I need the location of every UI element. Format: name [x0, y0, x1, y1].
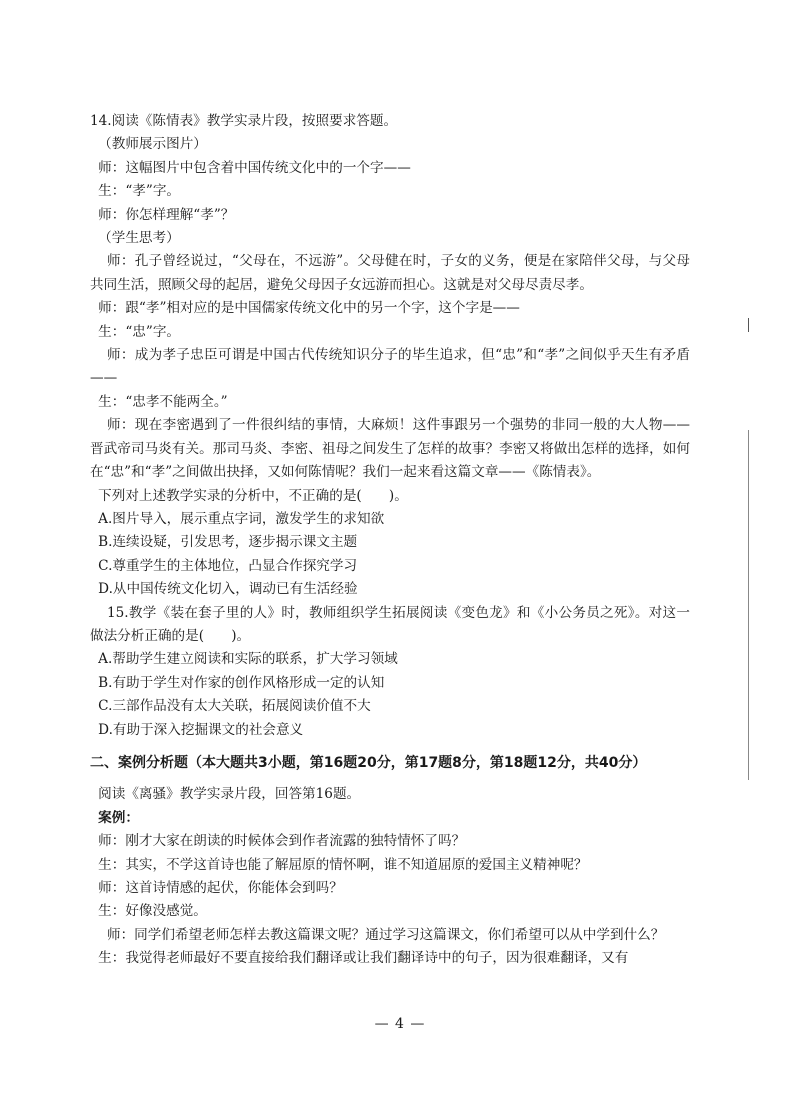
margin-scan-mark [748, 318, 749, 332]
section-intro: 阅读《离骚》教学实录片段，回答第16题。 [98, 786, 361, 803]
case-paragraph: 师：同学们希望老师怎样去教这篇课文呢？通过学习这篇课文，你们希望可以从中学到什么？ [107, 926, 665, 943]
q15-option-c: C.三部作品没有太大关联，拓展阅读价值不大 [98, 698, 371, 715]
q14-line: 生：“忠孝不能两全。” [98, 393, 228, 410]
q15-stem: 15.教学《装在套子里的人》时，教师组织学生拓展阅读《变色龙》和《小公务员之死》。对这一做法分析正确的是( )。 [90, 604, 690, 644]
q14-line: 生：“孝”字。 [98, 183, 181, 200]
case-line: 生：我觉得老师最好不要直接给我们翻译或让我们翻译诗中的句子，因为很难翻译，又有 [98, 950, 629, 967]
q14-paragraph: 师：孔子曾经说过，“父母在，不远游”。父母健在时，子女的义务，便是在家陪伴父母，与父母共同生活，照顾父母的起居，避免父母因子女远游而担心。这就是对父母尽责尽孝。 [90, 253, 690, 293]
q14-option-c: C.尊重学生的主体地位，凸显合作探究学习 [98, 557, 358, 574]
case-line: 师：这首诗情感的起伏，你能体会到吗？ [98, 880, 343, 896]
margin-scan-mark [748, 430, 749, 780]
section-heading: 二、案例分析题（本大题共3小题，第16题20分，第17题8分，第18题12分，共40分） [90, 754, 647, 771]
q15-option-b: B.有助于学生对作家的创作风格形成一定的认知 [98, 674, 385, 691]
q14-line: 师：这幅图片中包含着中国传统文化中的一个字—— [98, 159, 411, 176]
q14-stem: 14.阅读《陈情表》教学实录片段，按照要求答题。 [90, 113, 398, 129]
case-line: 生：其实，不学这首诗也能了解屈原的情怀啊，谁不知道屈原的爱国主义精神呢？ [98, 856, 588, 873]
case-line: 生：好像没感觉。 [98, 903, 207, 920]
page-number: — 4 — [374, 1016, 426, 1032]
q14-line: （教师展示图片） [98, 136, 207, 153]
q15-option-d: D.有助于深入挖掘课文的社会意义 [98, 721, 304, 738]
q14-line: 师：跟“孝”相对应的是中国儒家传统文化中的另一个字，这个字是—— [98, 300, 520, 317]
case-label: 案例： [98, 809, 139, 826]
q14-line: 生：“忠”字。 [98, 323, 181, 340]
q14-paragraph: 师：成为孝子忠臣可谓是中国古代传统知识分子的毕生追求，但“忠”和“孝”之间似乎天生有矛盾—— [90, 347, 690, 387]
q14-line: 师：你怎样理解“孝”？ [98, 206, 235, 223]
exam-page-content [90, 110, 690, 971]
q15-option-a: A.帮助学生建立阅读和实际的联系，扩大学习领域 [98, 651, 398, 668]
q14-option-d: D.从中国传统文化切入，调动已有生活经验 [98, 581, 358, 598]
q14-option-a: A.图片导入，展示重点字词，激发学生的求知欲 [98, 510, 385, 527]
q14-paragraph: 师：现在李密遇到了一件很纠结的事情，大麻烦！这件事跟另一个强势的非同一般的大人物——晋武帝司马炎有关。那司马炎、李密、祖母之间发生了怎样的故事？李密又将做出怎样的选择，如何在“忠”和“孝”之间做出抉择，又如何陈情呢？我们一起来看这篇文章——《陈情表》。 [90, 417, 690, 481]
case-line: 师：刚才大家在朗读的时候体会到作者流露的独特情怀了吗？ [98, 833, 466, 850]
q14-line: （学生思考） [98, 230, 180, 247]
q14-question: 下列对上述教学实录的分析中，不正确的是( )。 [98, 487, 408, 504]
q14-option-b: B.连续设疑，引发思考，逐步揭示课文主题 [98, 534, 358, 551]
